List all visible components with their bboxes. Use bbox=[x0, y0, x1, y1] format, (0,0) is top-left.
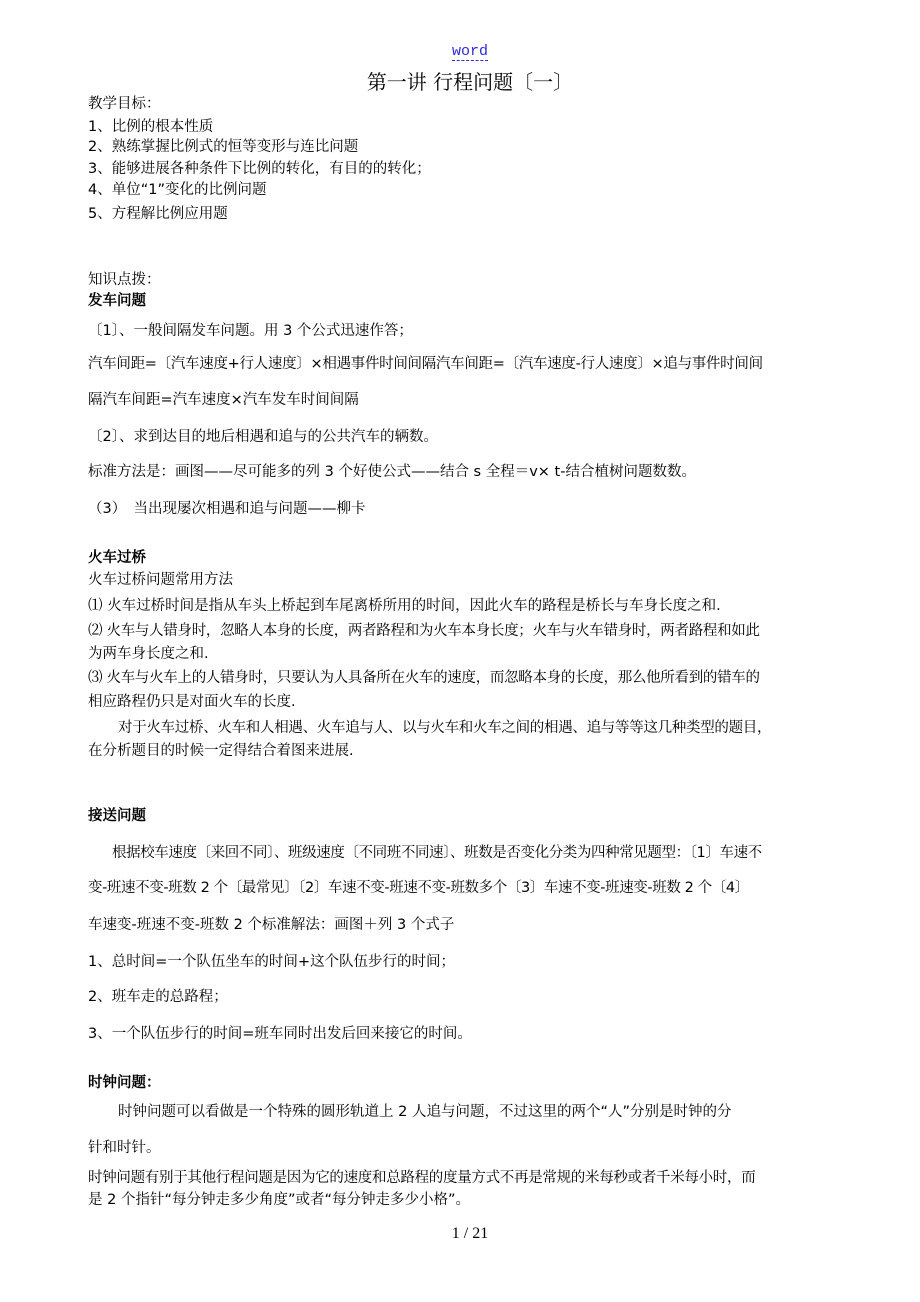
train-line: 火车过桥问题常用方法 bbox=[88, 572, 233, 588]
header-link-text[interactable]: word bbox=[451, 43, 488, 60]
goal-item: 2、熟练掌握比例式的恒等变形与连比问题 bbox=[88, 139, 359, 155]
clock-line: 针和时针。 bbox=[88, 1140, 161, 1156]
clock-line: 是 2 个指针“每分钟走多少角度”或者“每分钟走多少小格”。 bbox=[88, 1192, 470, 1208]
train-line: 为两车身长度之和. bbox=[88, 646, 209, 662]
clock-line: 时钟问题可以看做是一个特殊的圆形轨道上 2 人追与问题，不过这里的两个“人”分别是时钟的分 bbox=[118, 1104, 732, 1120]
shuttle-heading: 接送问题 bbox=[88, 808, 146, 824]
shuttle-line: 变-班速不变-班数 2 个〔最常见〕〔2〕车速不变-班速不变-班数多个〔3〕车速不变-班速变-班数 2 个〔4〕 bbox=[88, 880, 749, 896]
bus-heading: 发车问题 bbox=[88, 293, 146, 309]
train-line: ⑵ 火车与人错身时，忽略人本身的长度，两者路程和为火车本身长度；火车与火车错身时，两者路程和如此 bbox=[88, 623, 760, 639]
bus-line: 〔1〕、一般间隔发车问题。用 3 个公式迅速作答； bbox=[88, 323, 413, 339]
shuttle-line: 3、一个队伍步行的时间=班车同时出发后回来接它的时间。 bbox=[88, 1026, 472, 1042]
bus-line: （3） 当出现屡次相遇和追与问题——柳卡 bbox=[88, 501, 366, 517]
train-line: ⑶ 火车与火车上的人错身时，只要认为人具备所在火车的速度，而忽略本身的长度，那么他所看到的错车的 bbox=[88, 670, 760, 686]
goal-item: 3、能够进展各种条件下比例的转化，有目的的转化； bbox=[88, 161, 431, 177]
goal-item: 1、比例的根本性质 bbox=[88, 119, 214, 135]
bus-line: 标准方法是：画图——尽可能多的列 3 个好使公式——结合 s 全程＝v× t-结合植树问题数数。 bbox=[88, 464, 696, 480]
shuttle-line: 根据校车速度〔来回不同〕、班级速度〔不同班不同速〕、班数是否变化分类为四种常见题型：〔1〕车速不 bbox=[112, 845, 762, 861]
train-heading: 火车过桥 bbox=[88, 550, 146, 566]
train-line: 在分析题目的时候一定得结合着图来进展. bbox=[88, 743, 354, 759]
bus-line: 〔2〕、求到达目的地后相遇和追与的公共汽车的辆数。 bbox=[88, 429, 438, 445]
clock-heading: 时钟问题： bbox=[88, 1075, 161, 1091]
bus-line: 汽车间距=〔汽车速度+行人速度〕×相遇事件时间间隔汽车间距=〔汽车速度-行人速度〕×追与事件时间间 bbox=[88, 356, 763, 372]
shuttle-line: 1、总时间=一个队伍坐车的时间+这个队伍步行的时间； bbox=[88, 954, 456, 970]
header-link[interactable] bbox=[0, 43, 920, 61]
goal-item: 4、单位“1”变化的比例问题 bbox=[88, 182, 267, 198]
goal-item: 5、方程解比例应用题 bbox=[88, 206, 228, 222]
shuttle-line: 车速变-班速不变-班数 2 个标准解法：画图＋列 3 个式子 bbox=[88, 917, 455, 933]
clock-line: 时钟问题有别于其他行程问题是因为它的速度和总路程的度量方式不再是常规的米每秒或者千米每小时，而 bbox=[88, 1170, 756, 1186]
goals-heading: 教学目标： bbox=[88, 96, 161, 112]
knowledge-heading: 知识点拨： bbox=[88, 272, 161, 288]
train-line: 对于火车过桥、火车和人相遇、火车追与人、以与火车和火车之间的相遇、追与等等这几种类型的题目， bbox=[118, 720, 772, 736]
page-title: 第一讲 行程问题〔一〕 bbox=[366, 70, 574, 94]
page-number: 1 / 21 bbox=[451, 1225, 489, 1242]
train-line: 相应路程仍只是对面火车的长度. bbox=[88, 694, 296, 710]
train-line: ⑴ 火车过桥时间是指从车头上桥起到车尾离桥所用的时间，因此火车的路程是桥长与车身长度之和. bbox=[88, 598, 721, 614]
bus-line: 隔汽车间距=汽车速度×汽车发车时间间隔 bbox=[88, 392, 359, 408]
shuttle-line: 2、班车走的总路程； bbox=[88, 989, 228, 1005]
